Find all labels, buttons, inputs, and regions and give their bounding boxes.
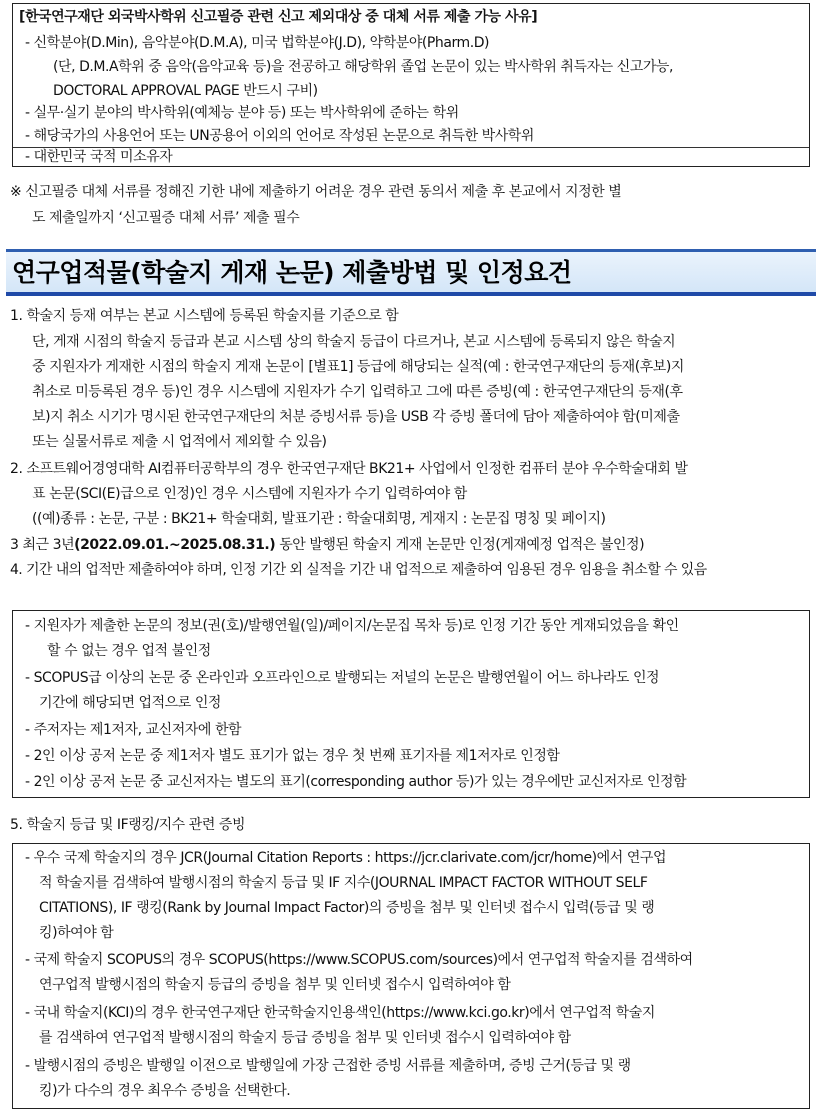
box3-line: CITATIONS), IF 랭킹(Rank by Journal Impact Factor)의 증빙을 첨부 및 인터넷 접수시 입력(등급 및 랭 <box>39 900 655 916</box>
box2-line: 기간에 해당되면 업적으로 인정 <box>39 695 221 711</box>
box2-line: - 주저자는 제1저자, 교신저자에 한함 <box>25 722 242 738</box>
box2-line: - 2인 이상 공저 논문 중 교신저자는 별도의 표기(corresponding author 등)가 있는 경우에만 교신저자로 인정함 <box>25 774 687 790</box>
item-2-line: 표 논문(SCI(E)급으로 인정)인 경우 시스템에 지원자가 수기 입력하여야 함 <box>32 486 467 502</box>
item-1-line: 단, 게재 시점의 학술지 등급과 본교 시스템 상의 학술지 등급이 다르거나, 본교 시스템에 등록되지 않은 학술지 <box>32 334 676 350</box>
box1-line: DOCTORAL APPROVAL PAGE 반드시 구비) <box>53 83 318 99</box>
item-3 <box>10 533 644 557</box>
evidence-rules-box <box>12 843 810 1109</box>
item-1-line: 취소로 미등록된 경우 등)인 경우 시스템에 지원자가 수기 입력하고 그에 따른 증빙(예 : 한국연구재단의 등재(후 <box>32 384 683 400</box>
box2-line: - SCOPUS급 이상의 논문 중 온라인과 오프라인으로 발행되는 저널의 논문은 발행연월이 어느 하나라도 인정 <box>25 670 660 686</box>
section-title: 연구업적물(학술지 게재 논문) 제출방법 및 인정요건 <box>12 258 572 287</box>
box3-line: 적 학술지를 검색하여 발행시점의 학술지 등급 및 IF 지수(JOURNAL IMPACT FACTOR WITHOUT SELF <box>39 875 648 891</box>
item-3-period: (2022.09.01.~2025.08.31.) <box>74 537 276 553</box>
box1-line: - 해당국가의 사용언어 또는 UN공용어 이외의 언어로 작성된 논문으로 취득한 박사학위 <box>25 128 534 144</box>
note-line: 도 제출일까지 ‘신고필증 대체 서류’ 제출 필수 <box>32 210 300 226</box>
box3-line: - 국내 학술지(KCI)의 경우 한국연구재단 한국학술지인용색인(https://www.kci.go.kr)에서 연구업적 학술지 <box>25 1005 655 1021</box>
box1-line: - 신학분야(D.Min), 음악분야(D.M.A), 미국 법학분야(J.D), 약학분야(Pharm.D) <box>25 35 490 51</box>
item-1-heading: 1. 학술지 등재 여부는 본교 시스템에 등록된 학술지를 기준으로 함 <box>10 308 399 324</box>
section-banner <box>6 249 816 296</box>
box1-line: - 실무·실기 분야의 박사학위(예체능 분야 등) 또는 박사학위에 준하는 학위 <box>25 105 459 121</box>
box3-line: - 발행시점의 증빙은 발행일 이전으로 발행일에 가장 근접한 증빙 서류를 제출하며, 증빙 근거(등급 및 랭 <box>25 1058 631 1074</box>
item-2-heading: 2. 소프트웨어경영대학 AI컴퓨터공학부의 경우 한국연구재단 BK21+ 사업에서 인정한 컴퓨터 분야 우수학술대회 발 <box>10 461 688 477</box>
item-2-line: ((예)종류 : 논문, 구분 : BK21+ 학술대회, 발표기관 : 학술대회명, 게재지 : 논문집 명칭 및 페이지) <box>32 511 606 527</box>
box1-line: - 대한민국 국적 미소유자 <box>25 149 173 165</box>
item-1-line: 또는 실물서류로 제출 시 업적에서 제외할 수 있음) <box>32 434 327 450</box>
exclusion-reasons-title: [한국연구재단 외국박사학위 신고필증 관련 신고 제외대상 중 대체 서류 제출 가능 사유] <box>19 9 538 25</box>
box3-line: 를 검색하여 연구업적 발행시점의 학술지 등급 증빙을 첨부 및 인터넷 접수시 입력하여야 함 <box>39 1030 571 1046</box>
box3-line: 킹)가 다수의 경우 최우수 증빙을 선택한다. <box>39 1083 291 1099</box>
box3-line: - 국제 학술지 SCOPUS의 경우 SCOPUS(https://www.SCOPUS.com/sources)에서 연구업적 학술지를 검색하여 <box>25 952 693 968</box>
item-1-line: 보)지 취소 시기가 명시된 한국연구재단의 처분 증빙서류 등)을 USB 각 증빙 폴더에 담아 제출하여야 함(미제출 <box>32 409 680 425</box>
note-line: ※ 신고필증 대체 서류를 정해진 기한 내에 제출하기 어려운 경우 관련 동의서 제출 후 본교에서 지정한 별 <box>10 184 622 200</box>
item-5-heading: 5. 학술지 등급 및 IF랭킹/지수 관련 증빙 <box>10 817 246 833</box>
box3-line: 연구업적 발행시점의 학술지 등급의 증빙을 첨부 및 인터넷 접수시 입력하여야 함 <box>39 977 511 993</box>
item-3-prefix: 3 최근 3년 <box>10 537 75 553</box>
exclusion-reasons-box <box>12 3 810 167</box>
item-4: 4. 기간 내의 업적만 제출하여야 하며, 인정 기간 외 실적을 기간 내 업적으로 제출하여 임용된 경우 임용을 취소할 수 있음 <box>10 562 707 578</box>
item-1-line: 중 지원자가 게재한 시점의 학술지 게재 논문이 [별표1] 등급에 해당되는 실적(예 : 한국연구재단의 등재(후보)지 <box>32 359 684 375</box>
author-rules-box <box>12 610 810 798</box>
box2-line: 할 수 없는 경우 업적 불인정 <box>47 643 211 659</box>
box1-line: (단, D.M.A학위 중 음악(음악교육 등)을 전공하고 해당학위 졸업 논문이 있는 박사학위 취득자는 신고가능, <box>53 59 674 75</box>
box3-line: 킹)하여야 함 <box>39 925 114 941</box>
box3-line: - 우수 국제 학술지의 경우 JCR(Journal Citation Reports : https://jcr.clarivate.com/jcr/home)에서 연구업 <box>25 850 667 866</box>
box2-line: - 지원자가 제출한 논문의 정보(권(호)/발행연월(일)/페이지/논문집 목차 등)로 인정 기간 동안 게재되었음을 확인 <box>25 618 679 634</box>
item-3-suffix: 동안 발행된 학술지 게재 논문만 인정(게재예정 업적은 불인정) <box>275 537 645 553</box>
box2-line: - 2인 이상 공저 논문 중 제1저자 별도 표기가 없는 경우 첫 번째 표기자를 제1저자로 인정함 <box>25 748 560 764</box>
